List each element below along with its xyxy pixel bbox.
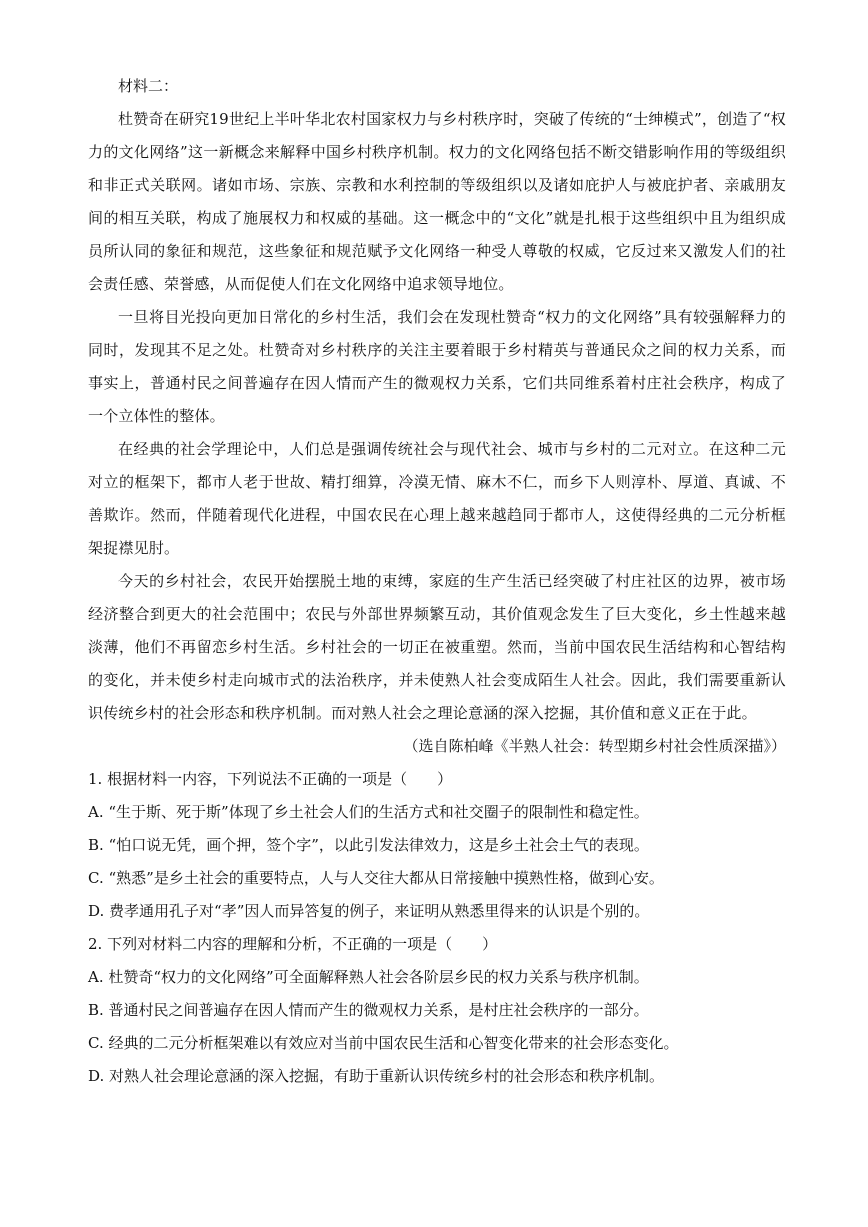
document-page <box>88 70 786 1093</box>
question-1-option-d: D. 费孝通用孔子对“孝”因人而异答复的例子，来证明从熟悉里得来的认识是个别的。 <box>88 902 650 920</box>
material-source: （选自陈柏峰《半熟人社会：转型期乡村社会性质深描》） <box>403 737 786 755</box>
question-1-stem: 1. 根据材料一内容，下列说法不正确的一项是（ ） <box>88 770 453 788</box>
question-2-option-c: C. 经典的二元分析框架难以有效应对当前中国农民生活和心智变化带来的社会形态变化。 <box>88 1034 679 1052</box>
material-heading: 材料二： <box>118 77 179 95</box>
material-paragraph-1: 杜赞奇在研究19世纪上半叶华北农村国家权力与乡村秩序时，突破了传统的“士绅模式”，创造了“权力的文化网络”这一新概念来解释中国乡村秩序机制。权力的文化网络包括不断交错影响作用的等级组织和非正式关联网。诸如市场、宗族、宗教和水利控制的等级组织以及诸如庇护人与被庇护者、亲戚朋友间的相互关联，构成了施展权力和权威的基础。这一概念中的“文化”就是扎根于这些组织中且为组织成员所认同的象征和规范，这些象征和规范赋予文化网络一种受人尊敬的权威，它反过来又激发人们的社会责任感、荣誉感，从而促使人们在文化网络中追求领导地位。 <box>88 110 786 293</box>
question-1-option-c: C. “熟悉”是乡土社会的重要特点，人与人交往大都从日常接触中摸熟性格，做到心安。 <box>88 869 664 887</box>
question-1-option-b: B. “怕口说无凭，画个押，签个字”，以此引发法律效力，这是乡土社会土气的表现。 <box>88 836 649 854</box>
question-1 <box>88 763 786 928</box>
question-1-option-a: A. “生于斯、死于斯”体现了乡土社会人们的生活方式和社交圈子的限制性和稳定性。 <box>88 803 649 821</box>
material-paragraph-2: 一旦将目光投向更加日常化的乡村生活，我们会在发现杜赞奇“权力的文化网络”具有较强解释力的同时，发现其不足之处。杜赞奇对乡村秩序的关注主要着眼于乡村精英与普通民众之间的权力关系，而事实上，普通村民之间普遍存在因人情而产生的微观权力关系，它们共同维系着村庄社会秩序，构成了一个立体性的整体。 <box>88 308 786 425</box>
material-paragraph-3: 在经典的社会学理论中，人们总是强调传统社会与现代社会、城市与乡村的二元对立。在这种二元对立的框架下，都市人老于世故、精打细算，冷漠无情、麻木不仁，而乡下人则淳朴、厚道、真诚、不善欺诈。然而，伴随着现代化进程，中国农民在心理上越来越趋同于都市人，这使得经典的二元分析框架捉襟见肘。 <box>88 440 786 557</box>
question-2-option-a: A. 杜赞奇“权力的文化网络”可全面解释熟人社会各阶层乡民的权力关系与秩序机制。 <box>88 968 649 986</box>
material-paragraph-4: 今天的乡村社会，农民开始摆脱土地的束缚，家庭的生产生活已经突破了村庄社区的边界，被市场经济整合到更大的社会范围中；农民与外部世界频繁互动，其价值观念发生了巨大变化，乡土性越来越淡薄，他们不再留恋乡村生活。乡村社会的一切正在被重塑。然而，当前中国农民生活结构和心智结构的变化，并未使乡村走向城市式的法治秩序，并未使熟人社会变成陌生人社会。因此，我们需要重新认识传统乡村的社会形态和秩序机制。而对熟人社会之理论意涵的深入挖掘，其价值和意义正在于此。 <box>88 572 786 722</box>
question-2-option-d: D. 对熟人社会理论意涵的深入挖掘，有助于重新认识传统乡村的社会形态和秩序机制。 <box>88 1067 665 1085</box>
question-2-option-b: B. 普通村民之间普遍存在因人情而产生的微观权力关系，是村庄社会秩序的一部分。 <box>88 1001 649 1019</box>
question-2 <box>88 928 786 1093</box>
question-2-stem: 2. 下列对材料二内容的理解和分析，不正确的一项是（ ） <box>88 935 498 953</box>
